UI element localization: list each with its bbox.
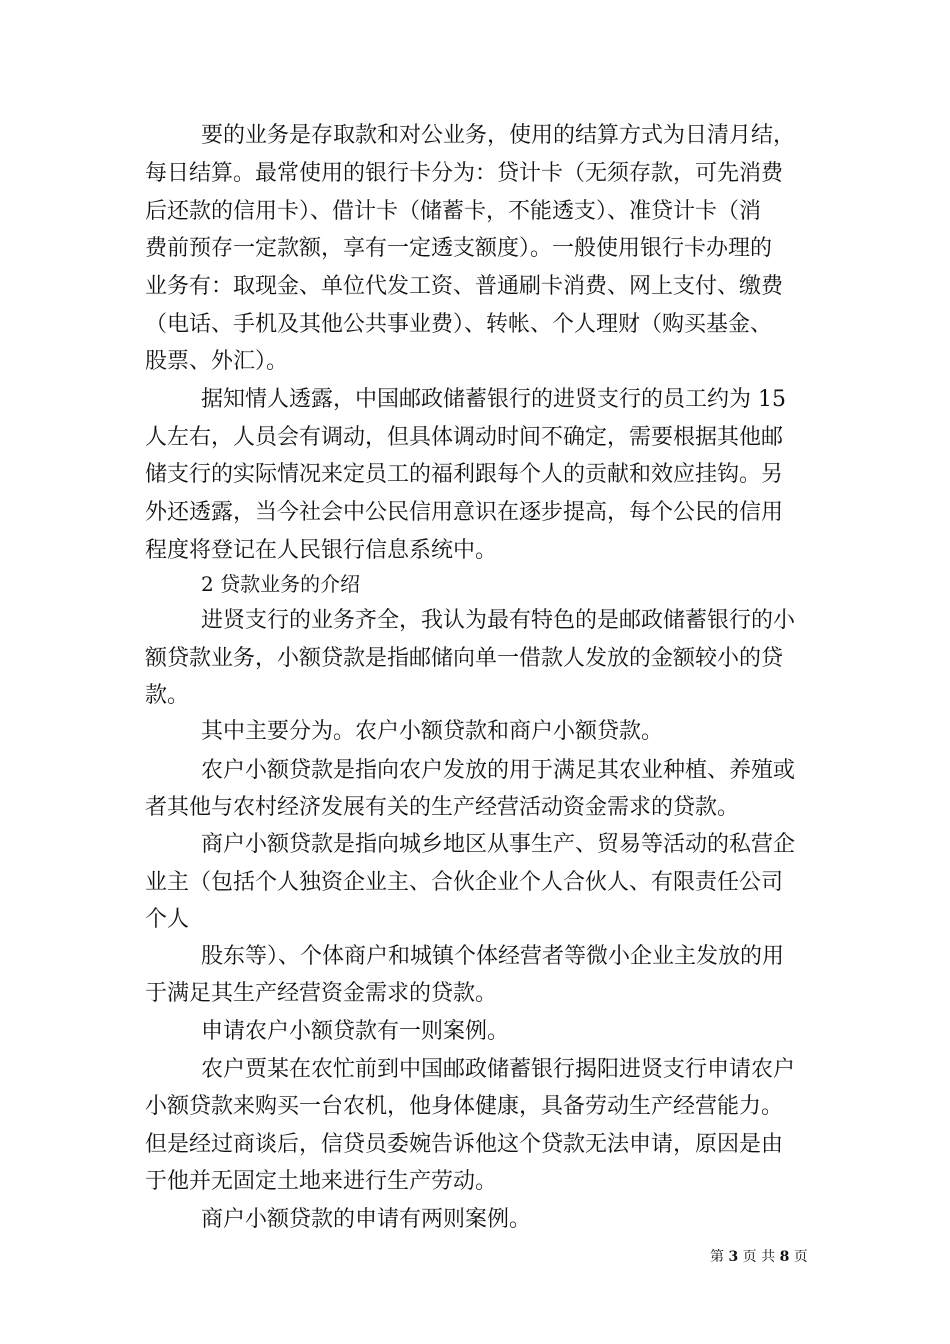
paragraph-line: 费前预存一定款额，享有一定透支额度）。一般使用银行卡办理的 bbox=[145, 236, 773, 261]
paragraph-line: 额贷款业务，小额贷款是指邮储向单一借款人发放的金额较小的贷 bbox=[145, 646, 784, 671]
paragraph-line: 商户小额贷款的申请有两则案例。 bbox=[201, 1207, 532, 1232]
paragraph-line: 于他并无固定土地来进行生产劳动。 bbox=[145, 1169, 498, 1194]
paragraph-line: 业主（包括个人独资企业主、合伙企业个人合伙人、有限责任公司 bbox=[145, 870, 784, 895]
footer-prefix: 第 bbox=[710, 1249, 724, 1265]
paragraph-line: 商户小额贷款是指向城乡地区从事生产、贸易等活动的私营企 bbox=[201, 832, 796, 857]
footer-middle: 页 共 bbox=[742, 1249, 776, 1265]
paragraph-line: 业务有：取现金、单位代发工资、普通刷卡消费、网上支付、缴费 bbox=[145, 274, 784, 299]
paragraph-line: 程度将登记在人民银行信息系统中。 bbox=[145, 538, 498, 563]
paragraph-line: 要的业务是存取款和对公业务，使用的结算方式为日清月结， bbox=[201, 123, 796, 148]
footer-suffix: 页 bbox=[793, 1249, 808, 1265]
paragraph-line: 外还透露，当今社会中公民信用意识在逐步提高，每个公民的信用 bbox=[145, 500, 784, 525]
paragraph-line: 农户贾某在农忙前到中国邮政储蓄银行揭阳进贤支行申请农户 bbox=[201, 1057, 796, 1082]
paragraph-line: 小额贷款来购买一台农机，他身体健康，具备劳动生产经营能力。 bbox=[145, 1094, 784, 1119]
section-heading: 2 贷款业务的介绍 bbox=[201, 572, 361, 596]
paragraph-line: 后还款的信用卡）、借计卡（储蓄卡，不能透支）、准贷计卡（消 bbox=[145, 199, 762, 224]
paragraph-line: 人左右，人员会有调动，但具体调动时间不确定，需要根据其他邮 bbox=[145, 425, 784, 450]
paragraph-line: （电话、手机及其他公共事业费）、转帐、个人理财（购买基金、 bbox=[145, 312, 773, 337]
paragraph-line: 进贤支行的业务齐全，我认为最有特色的是邮政储蓄银行的小 bbox=[201, 608, 796, 633]
paragraph-line: 申请农户小额贷款有一则案例。 bbox=[201, 1019, 510, 1044]
paragraph-line: 款。 bbox=[145, 683, 190, 708]
paragraph-line: 储支行的实际情况来定员工的福利跟每个人的贡献和效应挂钩。另 bbox=[145, 462, 784, 487]
paragraph-line: 个人 bbox=[145, 907, 190, 932]
paragraph-line: 据知情人透露，中国邮政储蓄银行的进贤支行的员工约为 15 bbox=[201, 387, 786, 412]
paragraph-line: 于满足其生产经营资金需求的贷款。 bbox=[145, 981, 498, 1006]
paragraph-line: 股东等）、个体商户和城镇个体经营者等微小企业主发放的用 bbox=[201, 944, 785, 969]
paragraph-line: 股票、外汇）。 bbox=[145, 349, 289, 374]
paragraph-line: 农户小额贷款是指向农户发放的用于满足其农业种植、养殖或 bbox=[201, 758, 796, 783]
paragraph-line: 但是经过商谈后，信贷员委婉告诉他这个贷款无法申请，原因是由 bbox=[145, 1132, 784, 1157]
current-page-number: 3 bbox=[728, 1249, 739, 1265]
paragraph-line: 其中主要分为。农户小额贷款和商户小额贷款。 bbox=[201, 719, 664, 744]
total-page-count: 8 bbox=[779, 1249, 790, 1265]
paragraph-line: 者其他与农村经济发展有关的生产经营活动资金需求的贷款。 bbox=[145, 795, 740, 820]
paragraph-line: 每日结算。最常使用的银行卡分为：贷计卡（无须存款，可先消费 bbox=[145, 161, 784, 186]
page-number-footer bbox=[710, 1247, 808, 1267]
